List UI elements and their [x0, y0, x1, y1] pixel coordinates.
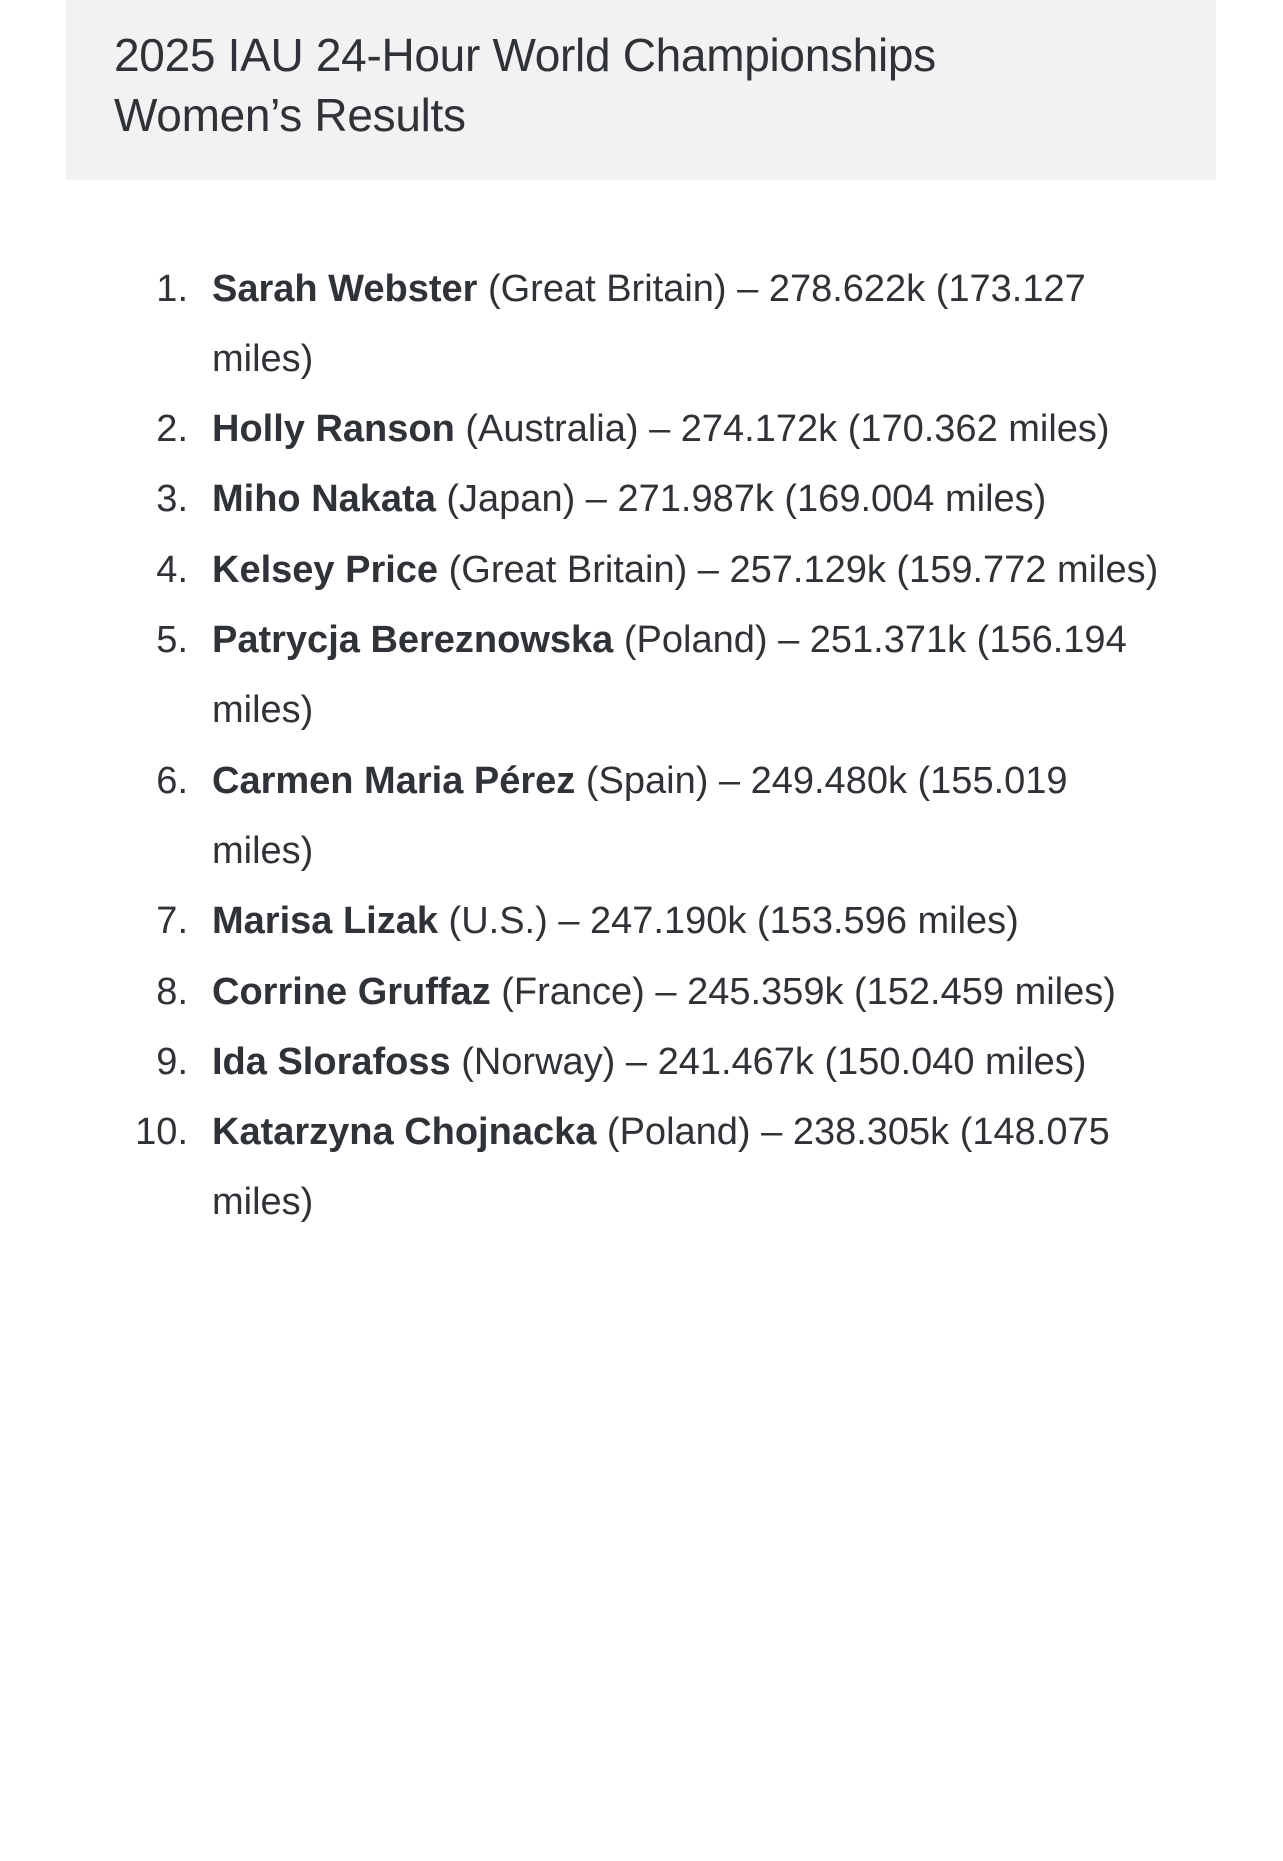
athlete-name: Holly Ranson: [212, 408, 455, 451]
list-item: [66, 957, 1216, 1027]
athlete-name: Kelsey Price: [212, 548, 439, 591]
athlete-name: Katarzyna Chojnacka: [212, 1111, 597, 1154]
result-detail: (France) – 245.359k (152.459 miles): [490, 970, 1116, 1013]
result-detail: (Norway) – 241.467k (150.040 miles): [450, 1040, 1087, 1083]
result-detail: (Spain) – 249.480k (155.019 miles): [212, 759, 1068, 872]
list-item: [66, 886, 1216, 956]
list-item: [66, 605, 1216, 746]
list-item: [66, 394, 1216, 464]
athlete-name: Sarah Webster: [212, 267, 478, 310]
result-detail: (Great Britain) – 257.129k (159.772 miles): [438, 548, 1159, 591]
title-band: [66, 0, 1216, 180]
athlete-name: Corrine Gruffaz: [212, 970, 491, 1013]
result-detail: (Poland) – 238.305k (148.075 miles): [212, 1111, 1110, 1224]
results-list: [66, 180, 1216, 1238]
athlete-name: Patrycja Bereznowska: [212, 619, 614, 662]
result-detail: (Poland) – 251.371k (156.194 miles): [212, 619, 1127, 732]
content-column: [66, 0, 1216, 1238]
result-detail: (U.S.) – 247.190k (153.596 miles): [438, 900, 1019, 943]
athlete-name: Miho Nakata: [212, 478, 436, 521]
list-item: [66, 464, 1216, 534]
list-item: [66, 535, 1216, 605]
athlete-name: Marisa Lizak: [212, 900, 438, 943]
page-title: 2025 IAU 24-Hour World Championships Women’s Results: [114, 29, 936, 141]
list-item: [66, 1027, 1216, 1097]
result-detail: (Japan) – 271.987k (169.004 miles): [435, 478, 1047, 521]
result-detail: (Great Britain) – 278.622k (173.127 miles): [212, 267, 1086, 380]
athlete-name: Carmen Maria Pérez: [212, 759, 576, 802]
list-item: [66, 254, 1216, 395]
result-detail: (Australia) – 274.172k (170.362 miles): [454, 408, 1110, 451]
list-item: [66, 1097, 1216, 1238]
athlete-name: Ida Slorafoss: [212, 1040, 451, 1083]
list-item: [66, 746, 1216, 887]
